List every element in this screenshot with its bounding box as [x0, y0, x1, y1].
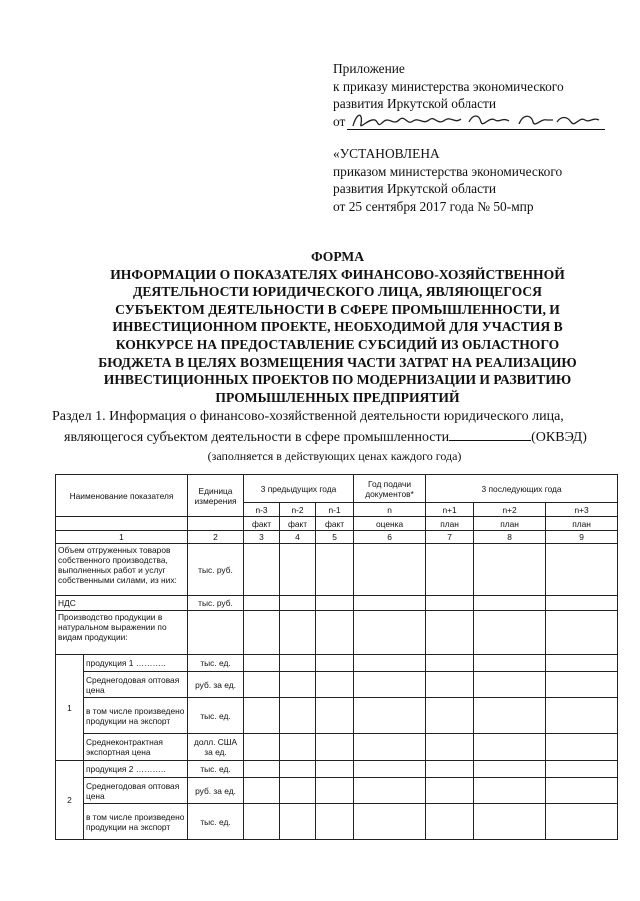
- value-cell[interactable]: [546, 596, 618, 611]
- period-cell: n: [354, 503, 426, 517]
- title-line: ФОРМА: [310, 249, 365, 264]
- value-cell[interactable]: [474, 672, 546, 698]
- handwritten-date-line: [333, 113, 623, 131]
- row-label: НДС: [56, 596, 188, 611]
- value-cell[interactable]: [316, 698, 354, 734]
- value-cell[interactable]: [426, 804, 474, 840]
- value-cell[interactable]: [354, 544, 426, 596]
- form-title: [60, 248, 615, 406]
- kind-cell: оценка: [354, 517, 426, 531]
- table-row: [56, 596, 618, 611]
- value-cell[interactable]: [280, 761, 316, 778]
- title-line: СУБЪЕКТОМ ДЕЯТЕЛЬНОСТИ В СФЕРЕ ПРОМЫШЛЕННОСТИ, И: [115, 301, 560, 317]
- kind-cell: план: [474, 517, 546, 531]
- value-cell[interactable]: [546, 655, 618, 672]
- column-number: 3: [244, 531, 280, 544]
- row-unit: тыс. ед.: [188, 761, 244, 778]
- value-cell[interactable]: [354, 698, 426, 734]
- row-unit: [188, 611, 244, 655]
- value-cell[interactable]: [244, 778, 280, 804]
- section-line-suffix: (ОКВЭД): [531, 430, 587, 445]
- row-label: Производство продукции в натуральном выражении по видам продукции:: [56, 611, 188, 655]
- value-cell[interactable]: [546, 672, 618, 698]
- value-cell[interactable]: [474, 778, 546, 804]
- title-line: ИНФОРМАЦИИ О ПОКАЗАТЕЛЯХ ФИНАНСОВО-ХОЗЯЙСТВЕННОЙ: [110, 266, 565, 282]
- value-cell[interactable]: [474, 596, 546, 611]
- kind-cell: план: [426, 517, 474, 531]
- header-unit: Единица измерения: [188, 475, 244, 517]
- value-cell[interactable]: [426, 734, 474, 761]
- value-cell[interactable]: [474, 698, 546, 734]
- value-cell[interactable]: [354, 734, 426, 761]
- table-row: [56, 611, 618, 655]
- value-cell[interactable]: [354, 611, 426, 655]
- table-row: [56, 672, 618, 698]
- value-cell[interactable]: [280, 655, 316, 672]
- table-row: [56, 655, 618, 672]
- table-row: [56, 698, 618, 734]
- handwritten-signature: [347, 114, 605, 130]
- section-note: (заполняется в действующих ценах каждого года): [207, 449, 462, 463]
- period-cell: n+1: [426, 503, 474, 517]
- table-row: [56, 734, 618, 761]
- value-cell[interactable]: [426, 761, 474, 778]
- period-cell: n-1: [316, 503, 354, 517]
- period-cell: n+2: [474, 503, 546, 517]
- established-line: «УСТАНОВЛЕНА: [333, 146, 440, 161]
- value-cell[interactable]: [280, 596, 316, 611]
- table-row: [56, 761, 618, 778]
- value-cell[interactable]: [546, 734, 618, 761]
- value-cell[interactable]: [244, 761, 280, 778]
- value-cell[interactable]: [316, 655, 354, 672]
- title-line: ИНВЕСТИЦИОННЫХ ПРОЕКТОВ ПО МОДЕРНИЗАЦИИ И РАЗВИТИЮ: [103, 372, 572, 388]
- row-unit: долл. США за ед.: [188, 734, 244, 761]
- appendix-block: [333, 60, 623, 130]
- value-cell[interactable]: [316, 778, 354, 804]
- value-cell[interactable]: [280, 672, 316, 698]
- value-cell[interactable]: [474, 734, 546, 761]
- value-cell[interactable]: [316, 804, 354, 840]
- value-cell[interactable]: [426, 698, 474, 734]
- column-number: 2: [188, 531, 244, 544]
- value-cell[interactable]: [244, 655, 280, 672]
- handwriting-icon: [349, 108, 605, 132]
- established-line: приказом министерства экономического: [333, 163, 563, 179]
- value-cell[interactable]: [474, 544, 546, 596]
- period-cell: n-3: [244, 503, 280, 517]
- row-label: Среднегодовая оптовая цена: [84, 672, 188, 698]
- value-cell[interactable]: [354, 655, 426, 672]
- value-cell[interactable]: [316, 596, 354, 611]
- established-line: от 25 сентября 2017 года № 50-мпр: [333, 198, 534, 214]
- table-row: [56, 778, 618, 804]
- value-cell[interactable]: [244, 544, 280, 596]
- row-unit: руб. за ед.: [188, 672, 244, 698]
- value-cell[interactable]: [354, 804, 426, 840]
- empty-cell: [56, 517, 188, 531]
- row-unit: тыс. руб.: [188, 544, 244, 596]
- kind-cell: факт: [280, 517, 316, 531]
- value-cell[interactable]: [244, 734, 280, 761]
- value-cell[interactable]: [244, 611, 280, 655]
- value-cell[interactable]: [354, 672, 426, 698]
- value-cell[interactable]: [546, 804, 618, 840]
- row-label: в том числе произведено продукции на экспорт: [84, 804, 188, 840]
- empty-cell: [188, 517, 244, 531]
- column-number: 9: [546, 531, 618, 544]
- okved-blank-field[interactable]: [449, 426, 531, 441]
- header-submission-year: Год подачи документов*: [354, 475, 426, 503]
- value-cell[interactable]: [354, 596, 426, 611]
- value-cell[interactable]: [244, 596, 280, 611]
- value-cell[interactable]: [316, 761, 354, 778]
- title-line: КОНКУРСЕ НА ПРЕДОСТАВЛЕНИЕ СУБСИДИЙ ИЗ ОБЛАСТНОГО: [115, 336, 560, 352]
- section-heading: [52, 408, 617, 464]
- value-cell[interactable]: [316, 734, 354, 761]
- established-line: развития Иркутской области: [333, 181, 497, 196]
- header-prev3: 3 предыдущих года: [244, 475, 354, 503]
- value-cell[interactable]: [244, 672, 280, 698]
- title-line: БЮДЖЕТА В ЦЕЛЯХ ВОЗМЕЩЕНИЯ ЧАСТИ ЗАТРАТ НА РЕАЛИЗАЦИЮ: [98, 354, 577, 370]
- value-cell[interactable]: [354, 778, 426, 804]
- row-label: продукция 2 ………..: [84, 761, 188, 778]
- value-cell[interactable]: [426, 611, 474, 655]
- value-cell[interactable]: [474, 611, 546, 655]
- table-row: [56, 544, 618, 596]
- title-line: ПРОМЫШЛЕННЫХ ПРЕДПРИЯТИЙ: [215, 389, 460, 405]
- value-cell[interactable]: [546, 698, 618, 734]
- value-cell[interactable]: [426, 655, 474, 672]
- kind-cell: план: [546, 517, 618, 531]
- period-cell: n+3: [546, 503, 618, 517]
- title-line: ИНВЕСТИЦИОННОМ ПРОЕКТЕ, НЕОБХОДИМОЙ ДЛЯ УЧАСТИЯ В: [112, 319, 563, 335]
- column-number: 8: [474, 531, 546, 544]
- value-cell[interactable]: [280, 544, 316, 596]
- row-label: в том числе произведено продукции на экспорт: [84, 698, 188, 734]
- value-cell[interactable]: [316, 544, 354, 596]
- value-cell[interactable]: [546, 761, 618, 778]
- value-cell[interactable]: [474, 761, 546, 778]
- title-line: ДЕЯТЕЛЬНОСТИ ЮРИДИЧЕСКОГО ЛИЦА, ЯВЛЯЮЩЕГОСЯ: [132, 284, 542, 300]
- value-cell[interactable]: [474, 655, 546, 672]
- value-cell[interactable]: [280, 804, 316, 840]
- row-label: продукция 1 ………..: [84, 655, 188, 672]
- section-line-prefix: являющегося субъектом деятельности в сфере промышленности: [64, 430, 450, 445]
- header-next3: 3 последующих года: [426, 475, 618, 503]
- section-line: Раздел 1. Информация о финансово-хозяйственной деятельности юридического лица,: [52, 409, 564, 424]
- group-number: 1: [56, 655, 84, 761]
- row-unit: тыс. ед.: [188, 698, 244, 734]
- column-number: 7: [426, 531, 474, 544]
- value-cell[interactable]: [546, 544, 618, 596]
- value-cell[interactable]: [354, 761, 426, 778]
- value-cell[interactable]: [316, 611, 354, 655]
- value-cell[interactable]: [474, 804, 546, 840]
- value-cell[interactable]: [426, 544, 474, 596]
- table-row: [56, 804, 618, 840]
- established-block: [333, 145, 623, 215]
- row-unit: тыс. ед.: [188, 655, 244, 672]
- row-label: Среднеконтрактная экспортная цена: [84, 734, 188, 761]
- value-cell[interactable]: [316, 672, 354, 698]
- value-cell[interactable]: [244, 804, 280, 840]
- row-unit: тыс. руб.: [188, 596, 244, 611]
- column-number: 4: [280, 531, 316, 544]
- group-number: 2: [56, 761, 84, 840]
- period-cell: n-2: [280, 503, 316, 517]
- appendix-line: к приказу министерства экономического: [333, 78, 564, 94]
- row-unit: тыс. ед.: [188, 804, 244, 840]
- column-number: 1: [56, 531, 188, 544]
- appendix-line: Приложение: [333, 61, 405, 76]
- row-unit: руб. за ед.: [188, 778, 244, 804]
- kind-cell: факт: [316, 517, 354, 531]
- value-cell[interactable]: [426, 778, 474, 804]
- value-cell[interactable]: [426, 672, 474, 698]
- kind-cell: факт: [244, 517, 280, 531]
- column-number: 5: [316, 531, 354, 544]
- value-cell[interactable]: [280, 611, 316, 655]
- section-line: [52, 426, 617, 447]
- value-cell[interactable]: [280, 734, 316, 761]
- column-number: 6: [354, 531, 426, 544]
- row-label: Среднегодовая оптовая цена: [84, 778, 188, 804]
- value-cell[interactable]: [244, 698, 280, 734]
- row-label: Объем отгруженных товаров собственного производства, выполненных работ и услуг собственными силами, из них:: [56, 544, 188, 596]
- appendix-line: развития Иркутской области: [333, 96, 497, 111]
- header-indicator: Наименование показателя: [56, 475, 188, 517]
- value-cell[interactable]: [426, 596, 474, 611]
- value-cell[interactable]: [280, 778, 316, 804]
- date-prefix: от: [333, 113, 346, 129]
- value-cell[interactable]: [546, 778, 618, 804]
- value-cell[interactable]: [280, 698, 316, 734]
- indicators-table: [55, 474, 618, 840]
- value-cell[interactable]: [546, 611, 618, 655]
